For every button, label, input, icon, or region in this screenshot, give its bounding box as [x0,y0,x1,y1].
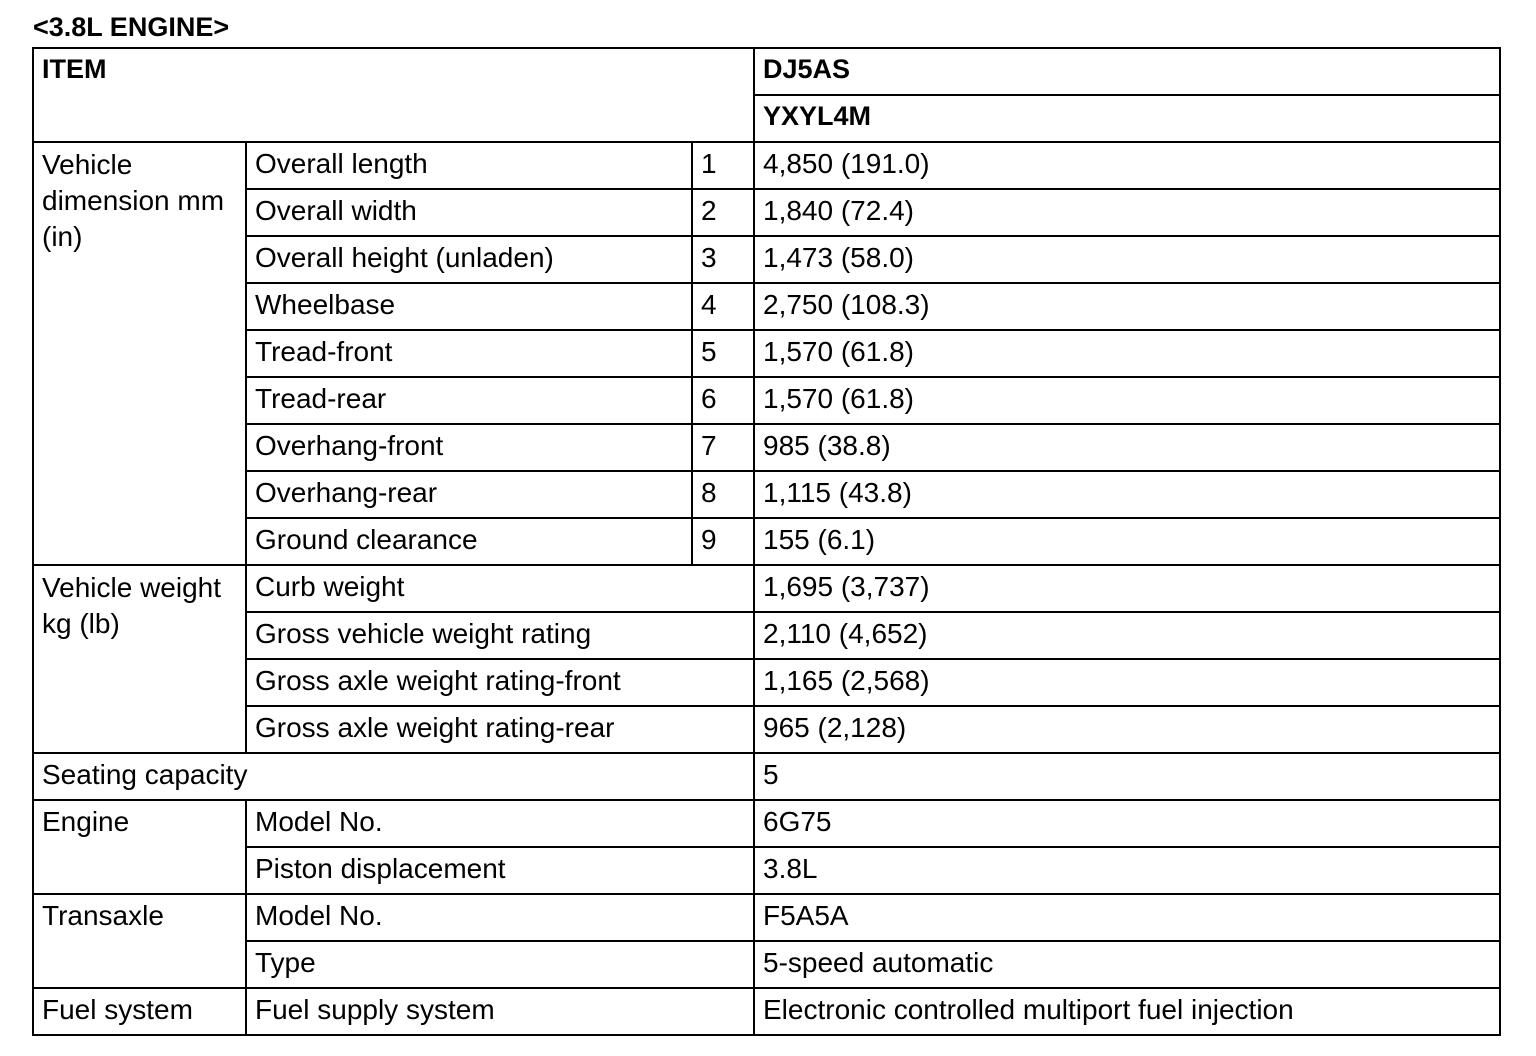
row-number: 7 [692,424,754,471]
dimension-group-label: Vehicle dimension mm (in) [33,142,246,565]
table-row [33,142,1500,189]
specification-table-body [33,48,1500,1035]
row-value: 6G75 [754,800,1500,847]
row-value: 1,570 (61.8) [754,330,1500,377]
row-value: 1,570 (61.8) [754,377,1500,424]
row-value: 3.8L [754,847,1500,894]
row-label: Fuel supply system [246,988,754,1035]
row-label: Gross axle weight rating-rear [246,706,754,753]
row-label: Piston displacement [246,847,754,894]
table-row [33,330,1500,377]
table-row [33,800,1500,847]
specification-table [32,47,1501,1036]
row-label: Curb weight [246,565,754,612]
table-row [33,377,1500,424]
row-value: 4,850 (191.0) [754,142,1500,189]
model-header: DJ5AS [754,48,1500,95]
table-row [33,424,1500,471]
row-number: 2 [692,189,754,236]
table-row [33,565,1500,612]
row-value: 2,750 (108.3) [754,283,1500,330]
engine-group-label: Engine [33,800,246,894]
row-label: Tread-front [246,330,692,377]
row-number: 5 [692,330,754,377]
row-value: 985 (38.8) [754,424,1500,471]
table-row [33,941,1500,988]
row-number: 8 [692,471,754,518]
transaxle-group-label: Transaxle [33,894,246,988]
row-value: 5 [754,753,1500,800]
fuel-group-label: Fuel system [33,988,246,1035]
table-row [33,847,1500,894]
table-row [33,612,1500,659]
row-number: 1 [692,142,754,189]
row-value: F5A5A [754,894,1500,941]
table-row [33,189,1500,236]
weight-group-label: Vehicle weight kg (lb) [33,565,246,753]
row-number: 6 [692,377,754,424]
row-label: Overhang-rear [246,471,692,518]
row-value: Electronic controlled multiport fuel injection [754,988,1500,1035]
table-row [33,518,1500,565]
table-row [33,753,1500,800]
row-value: 1,695 (3,737) [754,565,1500,612]
row-number: 3 [692,236,754,283]
row-value: 2,110 (4,652) [754,612,1500,659]
row-label: Model No. [246,894,754,941]
item-header: ITEM [33,48,754,142]
row-label: Model No. [246,800,754,847]
row-label: Overall length [246,142,692,189]
row-value: 5-speed automatic [754,941,1500,988]
row-label: Gross axle weight rating-front [246,659,754,706]
row-label: Overall width [246,189,692,236]
variant-header: YXYL4M [754,95,1500,142]
table-row [33,659,1500,706]
header-row [33,48,1500,95]
table-row [33,471,1500,518]
table-row [33,283,1500,330]
row-value: 1,115 (43.8) [754,471,1500,518]
row-label: Tread-rear [246,377,692,424]
row-label: Overall height (unladen) [246,236,692,283]
table-row [33,988,1500,1035]
row-value: 965 (2,128) [754,706,1500,753]
row-number: 4 [692,283,754,330]
row-value: 1,473 (58.0) [754,236,1500,283]
row-label: Gross vehicle weight rating [246,612,754,659]
row-label: Type [246,941,754,988]
row-label: Wheelbase [246,283,692,330]
row-value: 1,840 (72.4) [754,189,1500,236]
table-row [33,706,1500,753]
row-label: Ground clearance [246,518,692,565]
row-value: 1,165 (2,568) [754,659,1500,706]
seating-label: Seating capacity [33,753,754,800]
page-title: <3.8L ENGINE> [33,12,230,42]
table-row [33,236,1500,283]
row-label: Overhang-front [246,424,692,471]
row-value: 155 (6.1) [754,518,1500,565]
row-number: 9 [692,518,754,565]
table-row [33,894,1500,941]
